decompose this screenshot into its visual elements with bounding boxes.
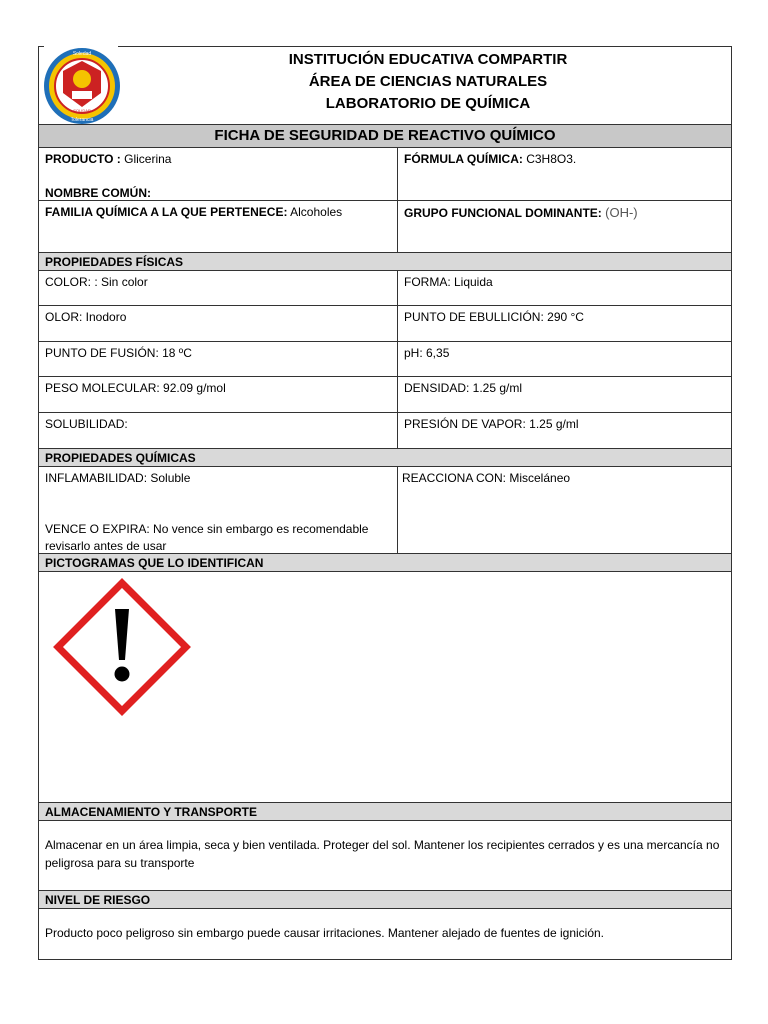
nombre-comun-label: NOMBRE COMÚN: xyxy=(45,186,151,200)
pictograms-heading xyxy=(39,553,731,571)
familia-value: Alcoholes xyxy=(290,205,343,219)
forma-cell: FORMA: Liquida xyxy=(404,275,493,289)
border-gap xyxy=(44,44,118,48)
physical-row-4 xyxy=(39,376,731,412)
storage-text: Almacenar en un área limpia, seca y bien ventilada. Proteger del sol. Mantener los recipientes cerrados y es una mercancía no peligrosa para su transporte xyxy=(45,838,720,870)
solubilidad-cell: SOLUBILIDAD: xyxy=(39,413,398,448)
storage-title: ALMACENAMIENTO Y TRANSPORTE xyxy=(45,805,258,819)
risk-title: NIVEL DE RIESGO xyxy=(45,893,151,907)
physical-properties-heading xyxy=(39,252,731,270)
storage-body xyxy=(39,820,731,890)
area-name: ÁREA DE CIENCIAS NATURALES xyxy=(308,73,548,90)
physical-properties-title: PROPIEDADES FÍSICAS xyxy=(45,255,184,269)
logo-bottom-text: Tolerancia xyxy=(70,117,94,123)
family-cell xyxy=(39,201,398,252)
reacciona-cell: REACCIONA CON: Misceláneo xyxy=(402,471,571,485)
ebullicion-cell: PUNTO DE EBULLICIÓN: 290 °C xyxy=(404,310,584,324)
ph-cell: pH: 6,35 xyxy=(404,346,450,360)
lab-name: LABORATORIO DE QUÍMICA xyxy=(325,95,531,112)
vence-text: VENCE O EXPIRA: No vence sin embargo es recomendable revisarlo antes de usar xyxy=(45,522,369,553)
formula-label: FÓRMULA QUÍMICA: xyxy=(404,152,523,166)
pictograms-title: PICTOGRAMAS QUE LO IDENTIFICAN xyxy=(45,556,264,570)
chemical-left-cell xyxy=(39,467,398,553)
olor-cell: OLOR: Inodoro xyxy=(39,306,398,341)
producto-label: PRODUCTO : xyxy=(45,152,121,166)
grupo-value: (OH-) xyxy=(605,205,638,220)
fusion-cell: PUNTO DE FUSIÓN: 18 ºC xyxy=(39,342,398,376)
physical-row-1 xyxy=(39,270,731,305)
densidad-cell: DENSIDAD: 1.25 g/ml xyxy=(404,381,523,395)
storage-heading xyxy=(39,802,731,820)
color-cell: COLOR: : Sin color xyxy=(39,271,398,305)
chemical-properties-title: PROPIEDADES QUÍMICAS xyxy=(45,451,196,465)
sheet-title xyxy=(39,124,731,147)
grupo-label: GRUPO FUNCIONAL DOMINANTE: xyxy=(404,206,602,220)
physical-row-2 xyxy=(39,305,731,341)
sheet-title-text: FICHA DE SEGURIDAD DE REACTIVO QUÍMICO xyxy=(214,127,556,144)
formula-value: C3H8O3. xyxy=(526,152,577,166)
exclamation-hazard-icon xyxy=(52,577,192,717)
header xyxy=(39,47,731,124)
producto-value: Glicerina xyxy=(124,152,172,166)
formula-cell xyxy=(398,148,731,200)
chemical-properties-heading xyxy=(39,448,731,466)
risk-heading xyxy=(39,890,731,908)
institution-name: INSTITUCIÓN EDUCATIVA COMPARTIR xyxy=(288,51,568,68)
chemical-row xyxy=(39,466,731,553)
group-cell xyxy=(398,201,731,252)
physical-row-5 xyxy=(39,412,731,448)
inflamabilidad-text: INFLAMABILIDAD: Soluble xyxy=(45,471,191,485)
risk-text: Producto poco peligroso sin embargo puede causar irritaciones. Mantener alejado de fuentes de ignición. xyxy=(45,926,605,940)
product-row xyxy=(39,147,731,200)
product-cell xyxy=(39,148,398,200)
family-row xyxy=(39,200,731,252)
peso-cell: PESO MOLECULAR: 92.09 g/mol xyxy=(39,377,398,412)
presion-cell: PRESIÓN DE VAPOR: 1.25 g/ml xyxy=(404,417,579,431)
pictograms-area xyxy=(39,571,731,802)
safety-sheet xyxy=(38,46,732,960)
physical-row-3 xyxy=(39,341,731,376)
risk-body xyxy=(39,908,731,959)
logo-inner-text: SOLIDAR xyxy=(73,108,91,113)
logo-top-text: Soledad xyxy=(72,51,92,57)
institution-heading xyxy=(39,49,768,115)
familia-label: FAMILIA QUÍMICA A LA QUE PERTENECE: xyxy=(45,205,288,219)
